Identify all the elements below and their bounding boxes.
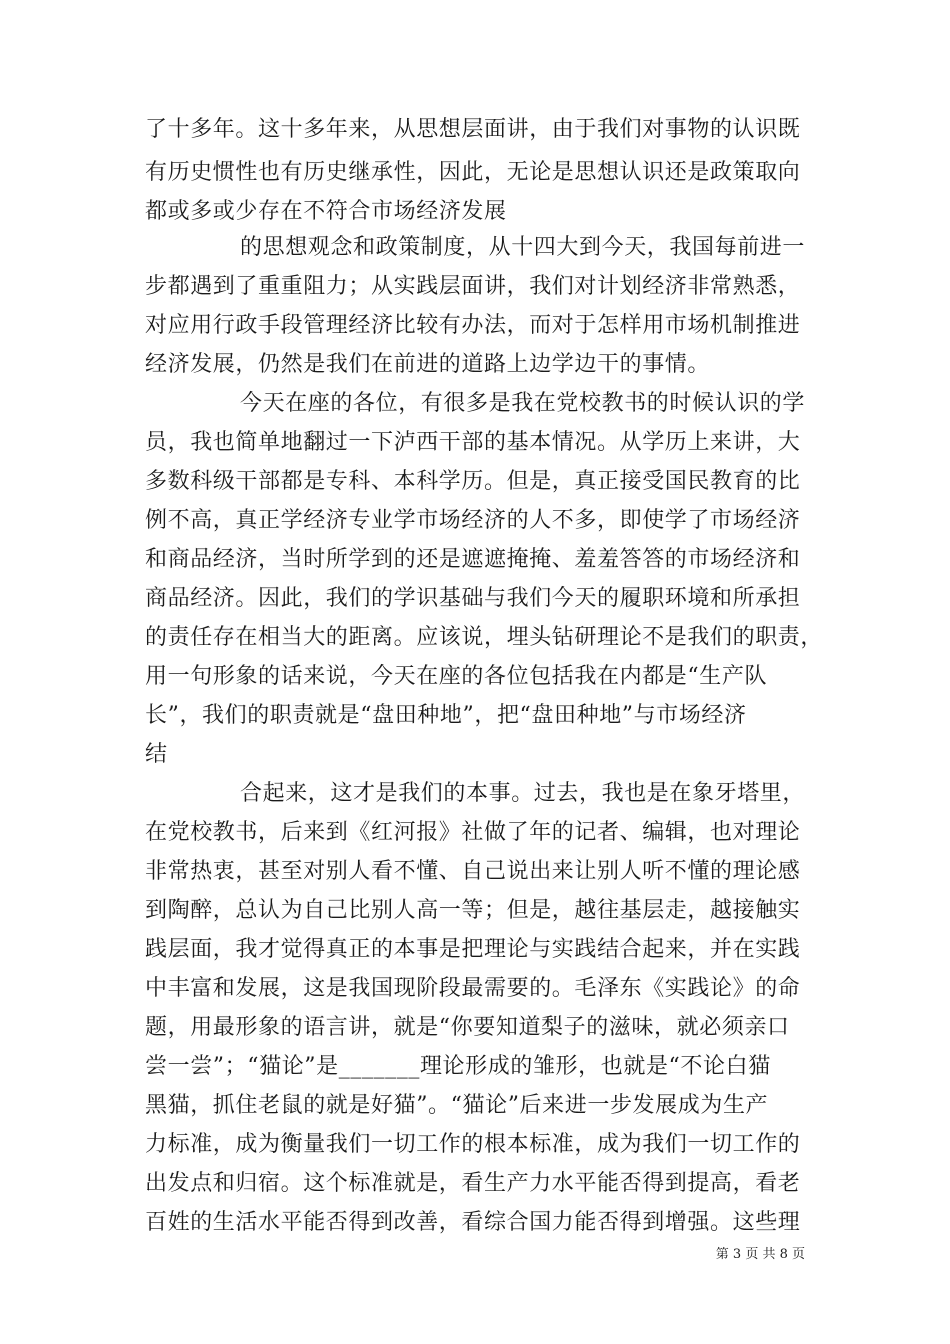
text-line: 力标准，成为衡量我们一切工作的根本标准，成为我们一切工作的	[145, 1132, 801, 1157]
text-line: 合起来，这才是我们的本事。过去，我也是在象牙塔里，	[240, 781, 806, 806]
text-line: 长”，我们的职责就是“盘田种地”，把“盘田种地”与市场经济	[145, 703, 747, 728]
text-line: 员，我也简单地翻过一下泸西干部的基本情况。从学历上来讲，大	[145, 430, 801, 455]
text-line: 都或多或少存在不符合市场经济发展	[145, 199, 507, 224]
text-line: 今天在座的各位，有很多是我在党校教书的时候认识的学	[240, 391, 806, 416]
page-number-footer: 第 3 页 共 8 页	[715, 1247, 805, 1262]
text-line: 用一句形象的话来说，今天在座的各位包括我在内都是“生产队	[145, 664, 768, 689]
text-line: 中丰富和发展，这是我国现阶段最需要的。毛泽东《实践论》的命	[145, 976, 801, 1001]
text-line: 商品经济。因此，我们的学识基础与我们今天的履职环境和所承担	[145, 586, 801, 611]
text-line: 了十多年。这十多年来，从思想层面讲，由于我们对事物的认识既	[145, 117, 801, 142]
text-line: 出发点和归宿。这个标准就是，看生产力水平能否得到提高，看老	[145, 1171, 801, 1196]
text-line: 和商品经济，当时所学到的还是遮遮掩掩、羞羞答答的市场经济和	[145, 547, 801, 572]
text-line: 题，用最形象的语言讲，就是“你要知道梨子的滋味，就必须亲口	[145, 1015, 790, 1040]
text-line: 多数科级干部都是专科、本科学历。但是，真正接受国民教育的比	[145, 469, 801, 494]
text-line: 步都遇到了重重阻力；从实践层面讲，我们对计划经济非常熟悉，	[145, 274, 801, 299]
text-line: 到陶醉，总认为自己比别人高一等；但是，越往基层走，越接触实	[145, 898, 801, 923]
text-line: 结	[145, 742, 168, 767]
text-line: 经济发展，仍然是我们在前进的道路上边学边干的事情。	[145, 352, 711, 377]
text-line: 的思想观念和政策制度，从十四大到今天，我国每前进一	[240, 235, 806, 260]
text-line: 对应用行政手段管理经济比较有办法，而对于怎样用市场机制推进	[145, 313, 801, 338]
text-line: 非常热衷，甚至对别人看不懂、自己说出来让别人听不懂的理论感	[145, 859, 801, 884]
text-line: 践层面，我才觉得真正的本事是把理论与实践结合起来，并在实践	[145, 937, 801, 962]
text-line: 例不高，真正学经济专业学市场经济的人不多，即使学了市场经济	[145, 508, 801, 533]
text-line: 黑猫，抓住老鼠的就是好猫”。“猫论”后来进一步发展成为生产	[145, 1093, 769, 1118]
text-line: 有历史惯性也有历史继承性，因此，无论是思想认识还是政策取向	[145, 160, 801, 185]
text-line: 在党校教书，后来到《红河报》社做了年的记者、编辑，也对理论	[145, 820, 801, 845]
text-line: 尝一尝”；“猫论”是_______理论形成的雏形，也就是“不论白猫	[145, 1054, 771, 1079]
text-line: 百姓的生活水平能否得到改善，看综合国力能否得到增强。这些理	[145, 1210, 801, 1235]
text-line: 的责任存在相当大的距离。应该说，埋头钻研理论不是我们的职责，	[145, 625, 824, 650]
